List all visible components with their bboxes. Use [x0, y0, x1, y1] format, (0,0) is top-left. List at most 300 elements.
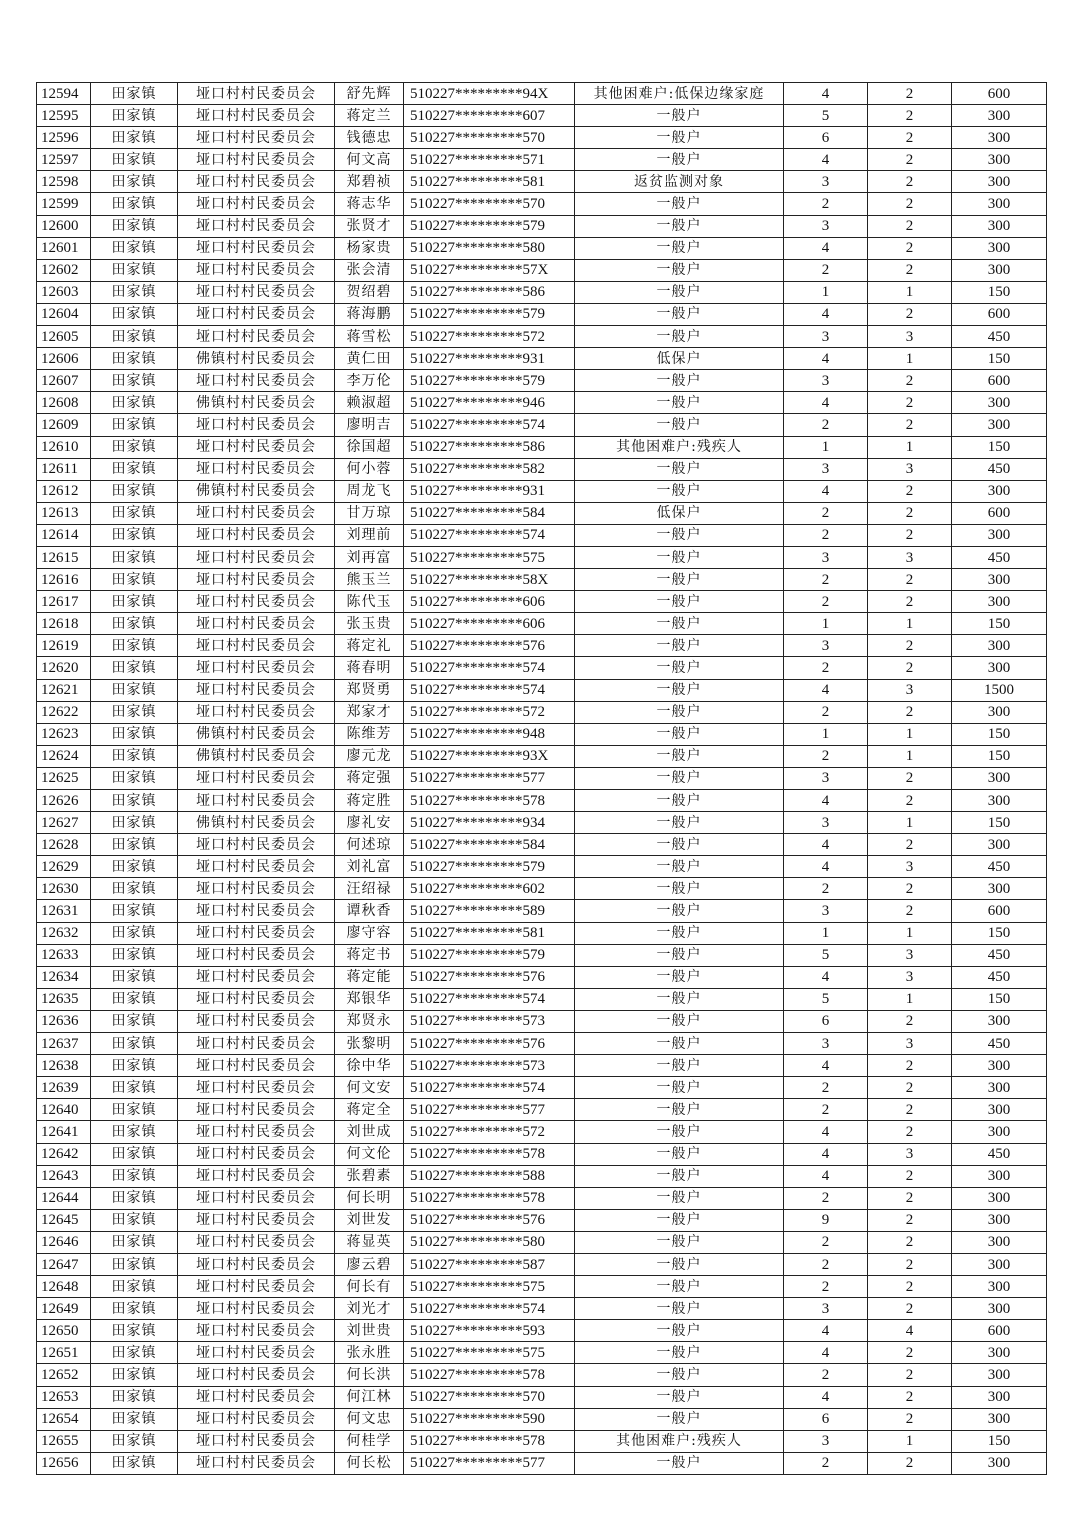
amount-cell: 600	[952, 1320, 1047, 1342]
amount-cell: 450	[952, 966, 1047, 988]
household-size-cell: 3	[784, 767, 868, 789]
name-cell: 郑贤勇	[335, 679, 404, 701]
row-number: 12617	[37, 591, 91, 613]
table-row	[37, 812, 1047, 834]
amount-cell: 300	[952, 1276, 1047, 1298]
table-row	[37, 900, 1047, 922]
household-category-cell: 一般户	[575, 812, 784, 834]
village-committee-cell: 垭口村村民委员会	[178, 1033, 335, 1055]
village-committee-cell: 垭口村村民委员会	[178, 1099, 335, 1121]
town-cell: 田家镇	[91, 1342, 178, 1364]
household-category-cell: 一般户	[575, 105, 784, 127]
amount-cell: 300	[952, 1121, 1047, 1143]
town-cell: 田家镇	[91, 1452, 178, 1474]
household-category-cell: 一般户	[575, 1342, 784, 1364]
id-number-cell: 510227*********577	[404, 1099, 575, 1121]
amount-cell: 300	[952, 392, 1047, 414]
beneficiary-count-cell: 1	[868, 436, 952, 458]
beneficiary-count-cell: 2	[868, 767, 952, 789]
village-committee-cell: 垭口村村民委员会	[178, 1055, 335, 1077]
beneficiary-count-cell: 3	[868, 1143, 952, 1165]
town-cell: 田家镇	[91, 1298, 178, 1320]
village-committee-cell: 垭口村村民委员会	[178, 1386, 335, 1408]
household-size-cell: 4	[784, 348, 868, 370]
town-cell: 田家镇	[91, 988, 178, 1010]
name-cell: 何文高	[335, 149, 404, 171]
household-category-cell: 一般户	[575, 458, 784, 480]
row-number: 12622	[37, 701, 91, 723]
beneficiary-count-cell: 2	[868, 1099, 952, 1121]
table-row	[37, 569, 1047, 591]
household-size-cell: 4	[784, 1165, 868, 1187]
beneficiary-count-cell: 3	[868, 944, 952, 966]
town-cell: 田家镇	[91, 1276, 178, 1298]
village-committee-cell: 垭口村村民委员会	[178, 436, 335, 458]
town-cell: 田家镇	[91, 657, 178, 679]
household-size-cell: 3	[784, 1298, 868, 1320]
amount-cell: 300	[952, 1342, 1047, 1364]
id-number-cell: 510227*********578	[404, 1430, 575, 1452]
id-number-cell: 510227*********57X	[404, 259, 575, 281]
amount-cell: 450	[952, 326, 1047, 348]
row-number: 12643	[37, 1165, 91, 1187]
household-size-cell: 6	[784, 1010, 868, 1032]
name-cell: 刘再富	[335, 546, 404, 568]
id-number-cell: 510227*********576	[404, 1209, 575, 1231]
town-cell: 田家镇	[91, 127, 178, 149]
beneficiary-count-cell: 3	[868, 326, 952, 348]
town-cell: 田家镇	[91, 679, 178, 701]
amount-cell: 1500	[952, 679, 1047, 701]
table-row	[37, 767, 1047, 789]
id-number-cell: 510227*********572	[404, 1121, 575, 1143]
beneficiary-count-cell: 2	[868, 1010, 952, 1032]
row-number: 12606	[37, 348, 91, 370]
beneficiary-count-cell: 2	[868, 480, 952, 502]
name-cell: 刘礼富	[335, 856, 404, 878]
amount-cell: 450	[952, 856, 1047, 878]
town-cell: 田家镇	[91, 1055, 178, 1077]
row-number: 12613	[37, 502, 91, 524]
town-cell: 田家镇	[91, 303, 178, 325]
name-cell: 刘世发	[335, 1209, 404, 1231]
id-number-cell: 510227*********578	[404, 1364, 575, 1386]
id-number-cell: 510227*********579	[404, 370, 575, 392]
household-category-cell: 一般户	[575, 966, 784, 988]
village-committee-cell: 垭口村村民委员会	[178, 1342, 335, 1364]
town-cell: 田家镇	[91, 502, 178, 524]
village-committee-cell: 垭口村村民委员会	[178, 1209, 335, 1231]
beneficiary-count-cell: 1	[868, 348, 952, 370]
village-committee-cell: 佛镇村村民委员会	[178, 812, 335, 834]
town-cell: 田家镇	[91, 1165, 178, 1187]
town-cell: 田家镇	[91, 215, 178, 237]
household-category-cell: 一般户	[575, 834, 784, 856]
town-cell: 田家镇	[91, 436, 178, 458]
row-number: 12626	[37, 790, 91, 812]
household-category-cell: 一般户	[575, 1320, 784, 1342]
name-cell: 杨家贵	[335, 237, 404, 259]
village-committee-cell: 垭口村村民委员会	[178, 1165, 335, 1187]
household-category-cell: 一般户	[575, 524, 784, 546]
household-category-cell: 一般户	[575, 1209, 784, 1231]
row-number: 12616	[37, 569, 91, 591]
name-cell: 徐国超	[335, 436, 404, 458]
town-cell: 田家镇	[91, 1077, 178, 1099]
amount-cell: 600	[952, 303, 1047, 325]
village-committee-cell: 垭口村村民委员会	[178, 1276, 335, 1298]
beneficiary-count-cell: 3	[868, 856, 952, 878]
village-committee-cell: 垭口村村民委员会	[178, 105, 335, 127]
household-category-cell: 一般户	[575, 569, 784, 591]
household-size-cell: 3	[784, 1430, 868, 1452]
beneficiary-count-cell: 2	[868, 392, 952, 414]
town-cell: 田家镇	[91, 83, 178, 105]
table-row	[37, 127, 1047, 149]
town-cell: 田家镇	[91, 1408, 178, 1430]
household-category-cell: 一般户	[575, 546, 784, 568]
household-size-cell: 2	[784, 569, 868, 591]
town-cell: 田家镇	[91, 1121, 178, 1143]
village-committee-cell: 垭口村村民委员会	[178, 856, 335, 878]
row-number: 12625	[37, 767, 91, 789]
id-number-cell: 510227*********94X	[404, 83, 575, 105]
beneficiary-count-cell: 2	[868, 1055, 952, 1077]
household-size-cell: 4	[784, 679, 868, 701]
town-cell: 田家镇	[91, 1253, 178, 1275]
table-row	[37, 701, 1047, 723]
row-number: 12634	[37, 966, 91, 988]
name-cell: 何长明	[335, 1187, 404, 1209]
row-number: 12648	[37, 1276, 91, 1298]
household-category-cell: 一般户	[575, 1276, 784, 1298]
row-number: 12612	[37, 480, 91, 502]
town-cell: 田家镇	[91, 546, 178, 568]
amount-cell: 300	[952, 1165, 1047, 1187]
row-number: 12623	[37, 723, 91, 745]
beneficiary-count-cell: 2	[868, 878, 952, 900]
name-cell: 蒋定礼	[335, 635, 404, 657]
amount-cell: 150	[952, 988, 1047, 1010]
household-size-cell: 4	[784, 1342, 868, 1364]
town-cell: 田家镇	[91, 1099, 178, 1121]
household-category-cell: 一般户	[575, 127, 784, 149]
town-cell: 田家镇	[91, 105, 178, 127]
village-committee-cell: 垭口村村民委员会	[178, 414, 335, 436]
village-committee-cell: 垭口村村民委员会	[178, 1253, 335, 1275]
village-committee-cell: 垭口村村民委员会	[178, 1121, 335, 1143]
table-row	[37, 1298, 1047, 1320]
id-number-cell: 510227*********574	[404, 1077, 575, 1099]
amount-cell: 150	[952, 745, 1047, 767]
town-cell: 田家镇	[91, 591, 178, 613]
row-number: 12631	[37, 900, 91, 922]
id-number-cell: 510227*********579	[404, 944, 575, 966]
village-committee-cell: 垭口村村民委员会	[178, 701, 335, 723]
household-category-cell: 一般户	[575, 1231, 784, 1253]
row-number: 12596	[37, 127, 91, 149]
household-category-cell: 一般户	[575, 1452, 784, 1474]
amount-cell: 300	[952, 635, 1047, 657]
beneficiary-count-cell: 2	[868, 83, 952, 105]
name-cell: 陈维芳	[335, 723, 404, 745]
amount-cell: 300	[952, 1364, 1047, 1386]
town-cell: 田家镇	[91, 900, 178, 922]
household-category-cell: 一般户	[575, 259, 784, 281]
table-row	[37, 281, 1047, 303]
household-category-cell: 一般户	[575, 767, 784, 789]
town-cell: 田家镇	[91, 1143, 178, 1165]
beneficiary-count-cell: 2	[868, 1253, 952, 1275]
town-cell: 田家镇	[91, 635, 178, 657]
row-number: 12599	[37, 193, 91, 215]
table-row	[37, 524, 1047, 546]
amount-cell: 450	[952, 1143, 1047, 1165]
amount-cell: 450	[952, 458, 1047, 480]
row-number: 12656	[37, 1452, 91, 1474]
table-row	[37, 303, 1047, 325]
name-cell: 郑家才	[335, 701, 404, 723]
row-number: 12640	[37, 1099, 91, 1121]
amount-cell: 300	[952, 1408, 1047, 1430]
table-row	[37, 436, 1047, 458]
row-number: 12615	[37, 546, 91, 568]
household-size-cell: 3	[784, 458, 868, 480]
name-cell: 陈代玉	[335, 591, 404, 613]
amount-cell: 300	[952, 1187, 1047, 1209]
table-row	[37, 1077, 1047, 1099]
beneficiary-count-cell: 1	[868, 988, 952, 1010]
row-number: 12632	[37, 922, 91, 944]
beneficiary-count-cell: 1	[868, 922, 952, 944]
household-size-cell: 2	[784, 524, 868, 546]
household-category-cell: 一般户	[575, 1055, 784, 1077]
town-cell: 田家镇	[91, 966, 178, 988]
amount-cell: 300	[952, 790, 1047, 812]
id-number-cell: 510227*********575	[404, 546, 575, 568]
name-cell: 廖元龙	[335, 745, 404, 767]
household-size-cell: 2	[784, 414, 868, 436]
table-row	[37, 149, 1047, 171]
beneficiary-count-cell: 3	[868, 458, 952, 480]
household-size-cell: 2	[784, 1231, 868, 1253]
beneficiary-count-cell: 3	[868, 679, 952, 701]
name-cell: 蒋定全	[335, 1099, 404, 1121]
village-committee-cell: 垭口村村民委员会	[178, 1408, 335, 1430]
household-size-cell: 9	[784, 1209, 868, 1231]
beneficiary-count-cell: 2	[868, 193, 952, 215]
table-row	[37, 1010, 1047, 1032]
table-row	[37, 1452, 1047, 1474]
beneficiary-count-cell: 1	[868, 1430, 952, 1452]
name-cell: 周龙飞	[335, 480, 404, 502]
id-number-cell: 510227*********574	[404, 1298, 575, 1320]
id-number-cell: 510227*********579	[404, 303, 575, 325]
row-number: 12609	[37, 414, 91, 436]
table-row	[37, 1165, 1047, 1187]
id-number-cell: 510227*********586	[404, 281, 575, 303]
town-cell: 田家镇	[91, 878, 178, 900]
household-size-cell: 4	[784, 966, 868, 988]
id-number-cell: 510227*********948	[404, 723, 575, 745]
row-number: 12597	[37, 149, 91, 171]
beneficiary-count-cell: 2	[868, 370, 952, 392]
amount-cell: 300	[952, 1209, 1047, 1231]
id-number-cell: 510227*********579	[404, 856, 575, 878]
id-number-cell: 510227*********931	[404, 480, 575, 502]
table-row	[37, 546, 1047, 568]
table-row	[37, 502, 1047, 524]
village-committee-cell: 垭口村村民委员会	[178, 1364, 335, 1386]
table-row	[37, 723, 1047, 745]
amount-cell: 300	[952, 171, 1047, 193]
row-number: 12639	[37, 1077, 91, 1099]
id-number-cell: 510227*********580	[404, 237, 575, 259]
household-size-cell: 3	[784, 900, 868, 922]
beneficiary-count-cell: 2	[868, 171, 952, 193]
beneficiary-count-cell: 4	[868, 1320, 952, 1342]
household-size-cell: 2	[784, 193, 868, 215]
name-cell: 蒋雪松	[335, 326, 404, 348]
household-size-cell: 1	[784, 281, 868, 303]
household-category-cell: 一般户	[575, 701, 784, 723]
table-row	[37, 745, 1047, 767]
amount-cell: 150	[952, 812, 1047, 834]
household-category-cell: 一般户	[575, 723, 784, 745]
amount-cell: 300	[952, 1231, 1047, 1253]
household-category-cell: 一般户	[575, 392, 784, 414]
beneficiary-count-cell: 2	[868, 1408, 952, 1430]
name-cell: 钱德忠	[335, 127, 404, 149]
household-category-cell: 一般户	[575, 679, 784, 701]
town-cell: 田家镇	[91, 1033, 178, 1055]
row-number: 12641	[37, 1121, 91, 1143]
row-number: 12594	[37, 83, 91, 105]
household-category-cell: 其他困难户:残疾人	[575, 1430, 784, 1452]
village-committee-cell: 垭口村村民委员会	[178, 1143, 335, 1165]
amount-cell: 300	[952, 834, 1047, 856]
amount-cell: 300	[952, 1099, 1047, 1121]
town-cell: 田家镇	[91, 569, 178, 591]
table-body	[37, 83, 1047, 1475]
beneficiary-count-cell: 2	[868, 1452, 952, 1474]
row-number: 12621	[37, 679, 91, 701]
name-cell: 甘万琼	[335, 502, 404, 524]
amount-cell: 150	[952, 922, 1047, 944]
row-number: 12646	[37, 1231, 91, 1253]
household-size-cell: 1	[784, 613, 868, 635]
table-row	[37, 1342, 1047, 1364]
household-size-cell: 5	[784, 105, 868, 127]
name-cell: 黄仁田	[335, 348, 404, 370]
row-number: 12653	[37, 1386, 91, 1408]
village-committee-cell: 垭口村村民委员会	[178, 613, 335, 635]
name-cell: 廖礼安	[335, 812, 404, 834]
town-cell: 田家镇	[91, 348, 178, 370]
beneficiary-count-cell: 2	[868, 303, 952, 325]
row-number: 12618	[37, 613, 91, 635]
row-number: 12645	[37, 1209, 91, 1231]
household-size-cell: 5	[784, 944, 868, 966]
name-cell: 谭秋香	[335, 900, 404, 922]
village-committee-cell: 垭口村村民委员会	[178, 1077, 335, 1099]
household-category-cell: 其他困难户:低保边缘家庭	[575, 83, 784, 105]
id-number-cell: 510227*********602	[404, 878, 575, 900]
id-number-cell: 510227*********58X	[404, 569, 575, 591]
row-number: 12619	[37, 635, 91, 657]
name-cell: 张黎明	[335, 1033, 404, 1055]
id-number-cell: 510227*********575	[404, 1276, 575, 1298]
table-row	[37, 966, 1047, 988]
village-committee-cell: 垭口村村民委员会	[178, 149, 335, 171]
household-size-cell: 3	[784, 635, 868, 657]
table-row	[37, 105, 1047, 127]
village-committee-cell: 佛镇村村民委员会	[178, 745, 335, 767]
town-cell: 田家镇	[91, 834, 178, 856]
town-cell: 田家镇	[91, 944, 178, 966]
row-number: 12654	[37, 1408, 91, 1430]
household-category-cell: 一般户	[575, 1408, 784, 1430]
town-cell: 田家镇	[91, 259, 178, 281]
household-category-cell: 一般户	[575, 1033, 784, 1055]
household-category-cell: 一般户	[575, 1143, 784, 1165]
row-number: 12610	[37, 436, 91, 458]
name-cell: 刘世贵	[335, 1320, 404, 1342]
table-row	[37, 1430, 1047, 1452]
household-category-cell: 一般户	[575, 922, 784, 944]
name-cell: 郑贤永	[335, 1010, 404, 1032]
row-number: 12604	[37, 303, 91, 325]
village-committee-cell: 垭口村村民委员会	[178, 193, 335, 215]
household-size-cell: 6	[784, 1408, 868, 1430]
id-number-cell: 510227*********576	[404, 966, 575, 988]
village-committee-cell: 垭口村村民委员会	[178, 524, 335, 546]
beneficiary-count-cell: 2	[868, 259, 952, 281]
town-cell: 田家镇	[91, 392, 178, 414]
household-category-cell: 一般户	[575, 326, 784, 348]
household-size-cell: 1	[784, 436, 868, 458]
household-size-cell: 4	[784, 1055, 868, 1077]
town-cell: 田家镇	[91, 1187, 178, 1209]
village-committee-cell: 垭口村村民委员会	[178, 1298, 335, 1320]
town-cell: 田家镇	[91, 370, 178, 392]
name-cell: 李万伦	[335, 370, 404, 392]
table-row	[37, 414, 1047, 436]
household-category-cell: 其他困难户:残疾人	[575, 436, 784, 458]
village-committee-cell: 垭口村村民委员会	[178, 502, 335, 524]
household-size-cell: 4	[784, 1143, 868, 1165]
town-cell: 田家镇	[91, 812, 178, 834]
town-cell: 田家镇	[91, 326, 178, 348]
row-number: 12636	[37, 1010, 91, 1032]
household-category-cell: 一般户	[575, 237, 784, 259]
beneficiary-count-cell: 2	[868, 1121, 952, 1143]
id-number-cell: 510227*********606	[404, 591, 575, 613]
row-number: 12601	[37, 237, 91, 259]
village-committee-cell: 垭口村村民委员会	[178, 237, 335, 259]
id-number-cell: 510227*********584	[404, 502, 575, 524]
id-number-cell: 510227*********584	[404, 834, 575, 856]
household-size-cell: 2	[784, 1364, 868, 1386]
amount-cell: 300	[952, 1452, 1047, 1474]
name-cell: 汪绍禄	[335, 878, 404, 900]
town-cell: 田家镇	[91, 613, 178, 635]
beneficiary-count-cell: 2	[868, 1077, 952, 1099]
id-number-cell: 510227*********573	[404, 1055, 575, 1077]
town-cell: 田家镇	[91, 149, 178, 171]
village-committee-cell: 垭口村村民委员会	[178, 900, 335, 922]
table-row	[37, 193, 1047, 215]
